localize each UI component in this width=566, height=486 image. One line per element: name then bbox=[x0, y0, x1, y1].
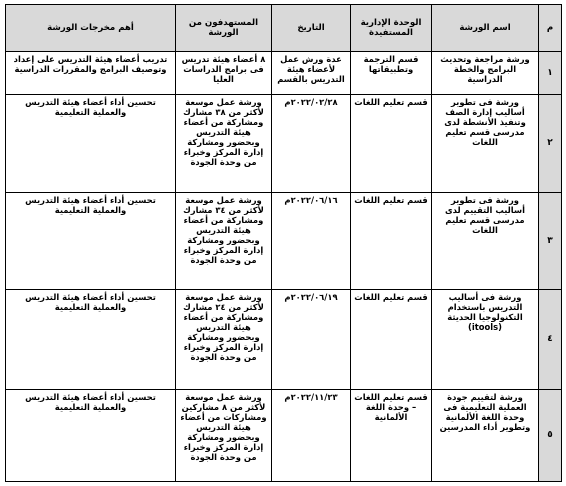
header-unit: الوحدة الإدارية المستفيدة bbox=[351, 5, 432, 52]
row-beneficiaries: ورشة عمل موسعة لأكثر من ٣٤ مشارك ومشاركة من أعضاء هيئة التدريس وبحضور ومشاركة إدارة المركز وخبراء من وحدة الجودة bbox=[176, 192, 272, 289]
row-unit: قسم الترجمة وتطبيقاتها bbox=[351, 52, 432, 95]
table-row bbox=[6, 94, 562, 192]
row-unit: قسم تعليم اللغات bbox=[351, 290, 432, 389]
row-beneficiaries: ورشة عمل موسعة لأكثر من ٣٨ مشارك ومشاركة من أعضاء هيئة التدريس وبحضور ومشاركة إدارة المركز وخبراء من وحدة الجودة bbox=[176, 94, 272, 192]
row-unit: قسم تعليم اللغات – وحدة اللغة الألمانية bbox=[351, 389, 432, 481]
row-name: ورشة فى تطوير أساليب إدارة الصف وتنفيذ الأنشطة لدى مدرسى قسم تعليم اللغات bbox=[432, 94, 539, 192]
header-name: اسم الورشة bbox=[432, 5, 539, 52]
row-date: ٢٠٢٢/١١/٢٣م bbox=[272, 389, 351, 481]
row-outputs: تحسين أداء أعضاء هيئة التدريس والعملية التعليمية bbox=[6, 290, 176, 389]
row-date: عدة ورش عمل لأعضاء هيئة التدريس بالقسم bbox=[272, 52, 351, 95]
row-date: ٢٠٢٢/٠٦/١٩م bbox=[272, 290, 351, 389]
row-unit: قسم تعليم اللغات bbox=[351, 192, 432, 289]
row-date: ٢٠٢٢/٠٢/٢٨م bbox=[272, 94, 351, 192]
row-num: ١ bbox=[539, 52, 562, 95]
row-num: ٢ bbox=[539, 94, 562, 192]
row-name: ورشة فى تطوير أساليب التقييم لدى مدرسى قسم تعليم اللغات bbox=[432, 192, 539, 289]
table-row bbox=[6, 290, 562, 389]
row-beneficiaries: ورشة عمل موسعة لأكثر من ٢٤ مشارك ومشاركة من أعضاء هيئة التدريس وبحضور ومشاركة إدارة المركز وخبراء من وحدة الجودة bbox=[176, 290, 272, 389]
row-name: ورشة مراجعة وتحديث البرامج والخطة الدراسية bbox=[432, 52, 539, 95]
row-num: ٥ bbox=[539, 389, 562, 481]
table-row bbox=[6, 389, 562, 481]
header-outputs: أهم مخرجات الورشة bbox=[6, 5, 176, 52]
header-beneficiaries: المستهدفون من الورشة bbox=[176, 5, 272, 52]
row-date: ٢٠٢٢/٠٦/١٦م bbox=[272, 192, 351, 289]
header-date: التاريخ bbox=[272, 5, 351, 52]
header-row bbox=[6, 5, 562, 52]
row-name: ورشة فى أساليب التدريس باستخدام التكنولوجيا الحديثة (itools) bbox=[432, 290, 539, 389]
row-beneficiaries: ٨ أعضاء هيئة تدريس فى برامج الدراسات العليا bbox=[176, 52, 272, 95]
table-row bbox=[6, 192, 562, 289]
workshops-table bbox=[5, 4, 562, 482]
row-outputs: تحسين أداء أعضاء هيئة التدريس والعملية التعليمية bbox=[6, 389, 176, 481]
row-outputs: تحسين أداء أعضاء هيئة التدريس والعملية التعليمية bbox=[6, 94, 176, 192]
header-num: م bbox=[539, 5, 562, 52]
row-beneficiaries: ورشة عمل موسعة لأكثر من ٨ مشاركين ومشاركات من أعضاء هيئة التدريس وبحضور ومشاركة إدارة المركز وخبراء من وحدة الجودة bbox=[176, 389, 272, 481]
row-outputs: تدريب أعضاء هيئة التدريس على إعداد وتوصيف البرامج والمقررات الدراسية bbox=[6, 52, 176, 95]
table-row bbox=[6, 52, 562, 95]
row-unit: قسم تعليم اللغات bbox=[351, 94, 432, 192]
workshops-table-container bbox=[5, 4, 561, 482]
row-outputs: تحسين أداء أعضاء هيئة التدريس والعملية التعليمية bbox=[6, 192, 176, 289]
row-num: ٤ bbox=[539, 290, 562, 389]
row-num: ٣ bbox=[539, 192, 562, 289]
row-name: ورشة لتقييم جودة العملية التعليمية فى وحدة اللغة الألمانية وتطوير أداء المدرسين bbox=[432, 389, 539, 481]
